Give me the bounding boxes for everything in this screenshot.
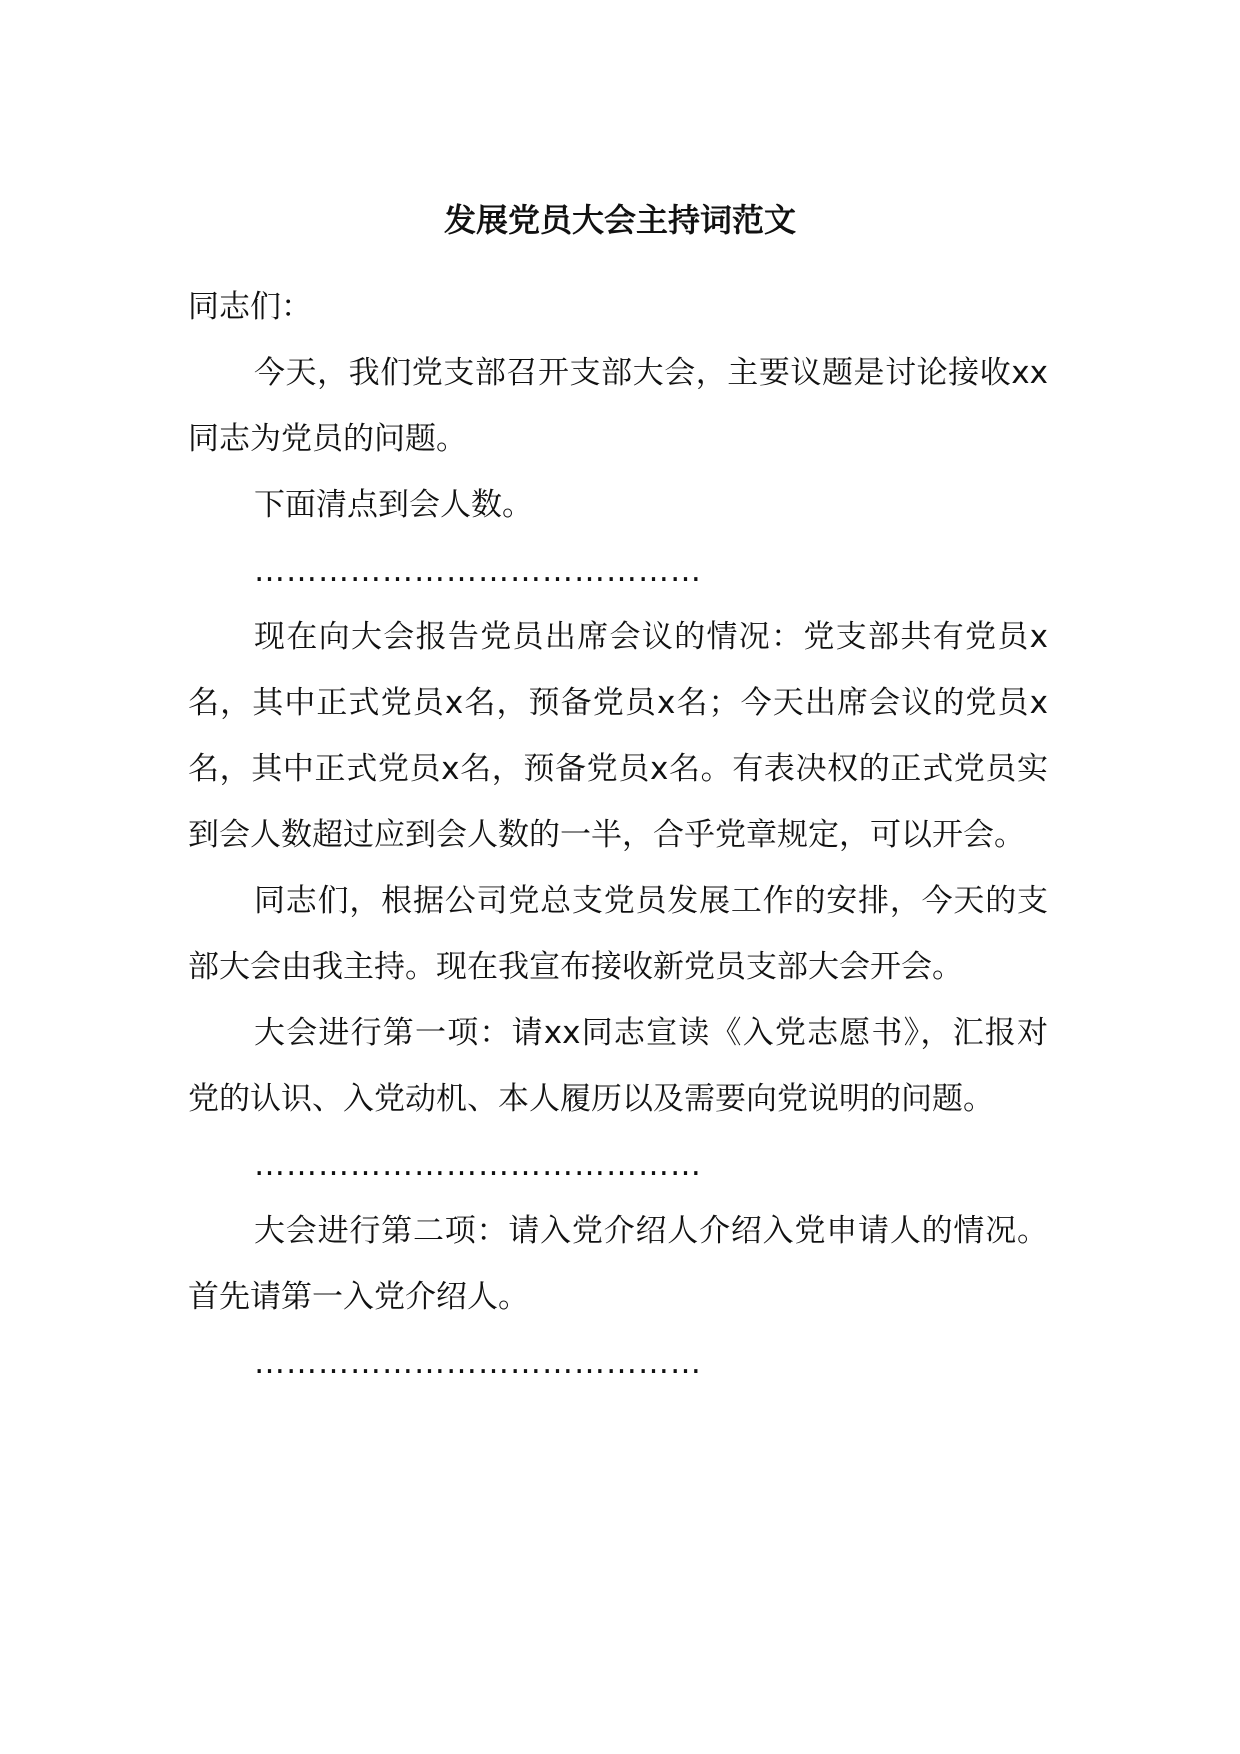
- paragraph-opening: 同志们，根据公司党总支党员发展工作的安排，今天的支部大会由我主持。现在我宣布接收新党员支部大会开会。: [188, 883, 1048, 985]
- ellipsis-line: ……………………………………: [254, 1147, 702, 1183]
- paragraph-agenda: 今天，我们党支部召开支部大会，主要议题是讨论接收xx同志为党员的问题。: [188, 355, 1048, 457]
- salutation: 同志们：: [188, 289, 312, 325]
- document-title: 发展党员大会主持词范文: [443, 201, 796, 239]
- paragraph-attendance: 现在向大会报告党员出席会议的情况：党支部共有党员x名，其中正式党员x名，预备党员x名；今天出席会议的党员x名，其中正式党员x名，预备党员x名。有表决权的正式党员实到会人数超过应到会人数的一半，合乎党章规定，可以开会。: [188, 619, 1048, 853]
- document-body: [188, 274, 1048, 1396]
- paragraph-item-one: 大会进行第一项：请xx同志宣读《入党志愿书》，汇报对党的认识、入党动机、本人履历以及需要向党说明的问题。: [188, 1015, 1048, 1117]
- paragraph-roll-call: 下面清点到会人数。: [254, 487, 533, 523]
- ellipsis-line: ……………………………………: [254, 553, 702, 589]
- paragraph-item-two: 大会进行第二项：请入党介绍人介绍入党申请人的情况。首先请第一入党介绍人。: [188, 1213, 1048, 1315]
- ellipsis-line: ……………………………………: [254, 1345, 702, 1381]
